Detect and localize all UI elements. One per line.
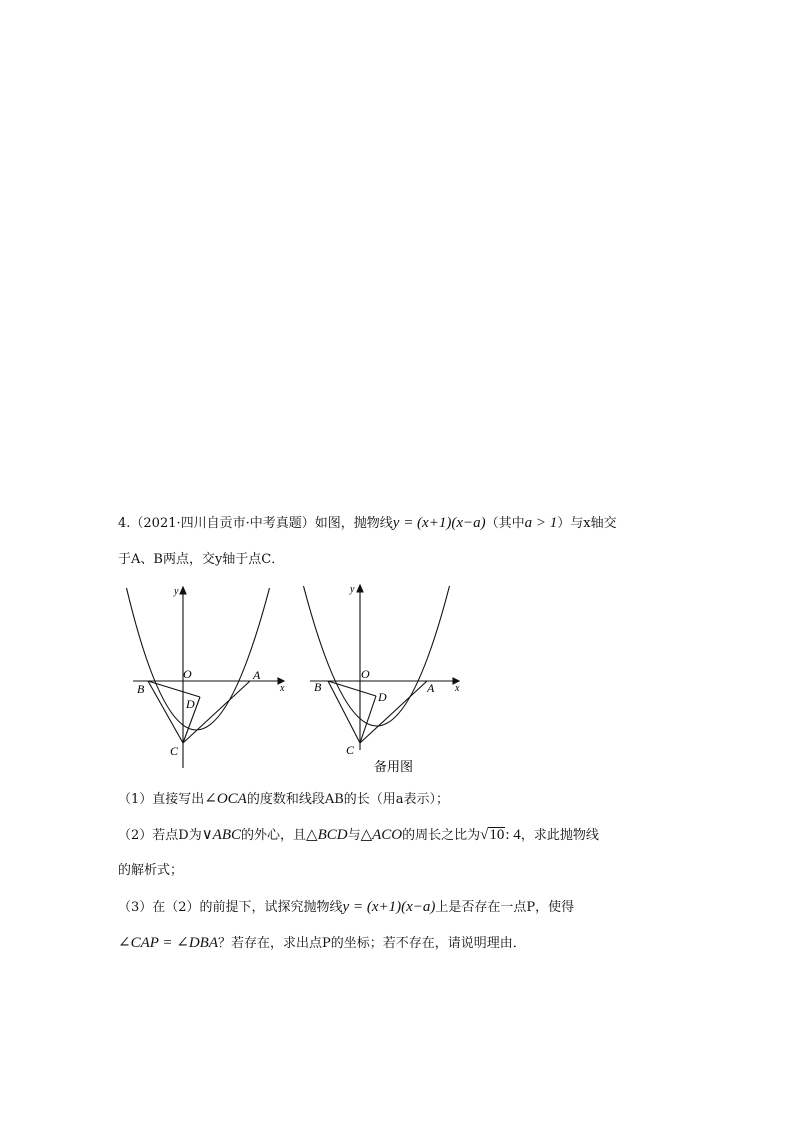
parabola-formula: y = (x+1)(x−a) xyxy=(392,515,486,531)
part1-prefix: （1）直接写出 xyxy=(118,792,205,807)
fig2-label-o: O xyxy=(361,667,370,681)
fig1-y-label: y xyxy=(174,586,179,597)
problem-number: 4. xyxy=(118,516,131,531)
figure-spare xyxy=(304,585,460,750)
segment-bc-2 xyxy=(328,681,360,743)
fig1-label-c: C xyxy=(170,744,179,758)
part3-suffix: 上是否存在一点P，使得 xyxy=(435,900,575,915)
part-2 xyxy=(118,825,599,846)
fig1-label-b: B xyxy=(137,682,145,696)
fig1-label-o: O xyxy=(183,667,192,681)
fig1-label-a: A xyxy=(253,668,261,682)
fig2-label-c: C xyxy=(346,743,355,757)
part2-mid3: 的周长之比为 xyxy=(402,828,481,843)
fig2-label-d: D xyxy=(378,690,387,704)
part3-formula: y = (x+1)(x−a) xyxy=(342,899,436,915)
part-3 xyxy=(118,897,574,918)
ratio xyxy=(480,827,521,843)
spare-figure-caption: 备用图 xyxy=(374,760,414,775)
fig1-x-label: x xyxy=(280,683,285,694)
part2-mid1: 的外心，且 xyxy=(241,828,307,843)
part2-triangle-abc: ∨ABC xyxy=(201,827,242,843)
figure-main xyxy=(127,587,285,768)
part-2-line-2: 的解析式； xyxy=(118,863,184,878)
parabola-curve-2 xyxy=(304,586,450,726)
fig2-x-label: x xyxy=(455,683,460,694)
condition-close: ）与x轴交 xyxy=(557,516,617,531)
part-1 xyxy=(118,789,449,810)
ratio-radicand: 10 xyxy=(489,827,505,843)
fig2-y-label: y xyxy=(350,584,355,595)
sqrt-sign: √ xyxy=(480,827,489,843)
figures xyxy=(0,580,794,780)
condition-formula: a > 1 xyxy=(524,515,558,531)
y-axis-arrow-2 xyxy=(357,585,363,592)
fig1-label-d: D xyxy=(186,697,195,711)
problem-intro: 如图，抛物线 xyxy=(314,516,393,531)
part3-question: ？若存在，求出点P的坐标；若不存在，请说明理由． xyxy=(217,936,526,951)
part2-prefix: （2）若点D为 xyxy=(118,828,202,843)
part3-angle-equation: ∠CAP = ∠DBA xyxy=(118,935,218,951)
y-axis-arrow xyxy=(180,587,186,594)
problem-line-1 xyxy=(118,513,617,534)
part1-angle: ∠OCA xyxy=(204,791,247,807)
part2-triangle-aco: △ACO xyxy=(360,827,403,843)
part3-prefix: （3）在（2）的前提下，试探究抛物线 xyxy=(118,900,343,915)
fig2-label-b: B xyxy=(314,680,322,694)
part2-triangle-bcd: △BCD xyxy=(306,827,348,843)
parabola-curve xyxy=(127,588,270,730)
part-3-line-2 xyxy=(118,933,526,954)
ratio-rest: : 4 xyxy=(505,827,521,843)
problem-line-2: 于A、B两点，交y轴于点C． xyxy=(118,552,285,567)
part2-mid2: 与 xyxy=(347,828,361,843)
segment-bd-2 xyxy=(328,681,376,696)
part1-suffix: 的度数和线段AB的长（用a表示）； xyxy=(246,792,450,807)
condition-open: （其中 xyxy=(485,516,525,531)
part2-suffix: ，求此抛物线 xyxy=(520,828,599,843)
segment-ac xyxy=(183,681,250,743)
fig2-label-a: A xyxy=(427,681,435,695)
problem-source: （2021·四川自贡市·中考真题） xyxy=(130,516,315,531)
